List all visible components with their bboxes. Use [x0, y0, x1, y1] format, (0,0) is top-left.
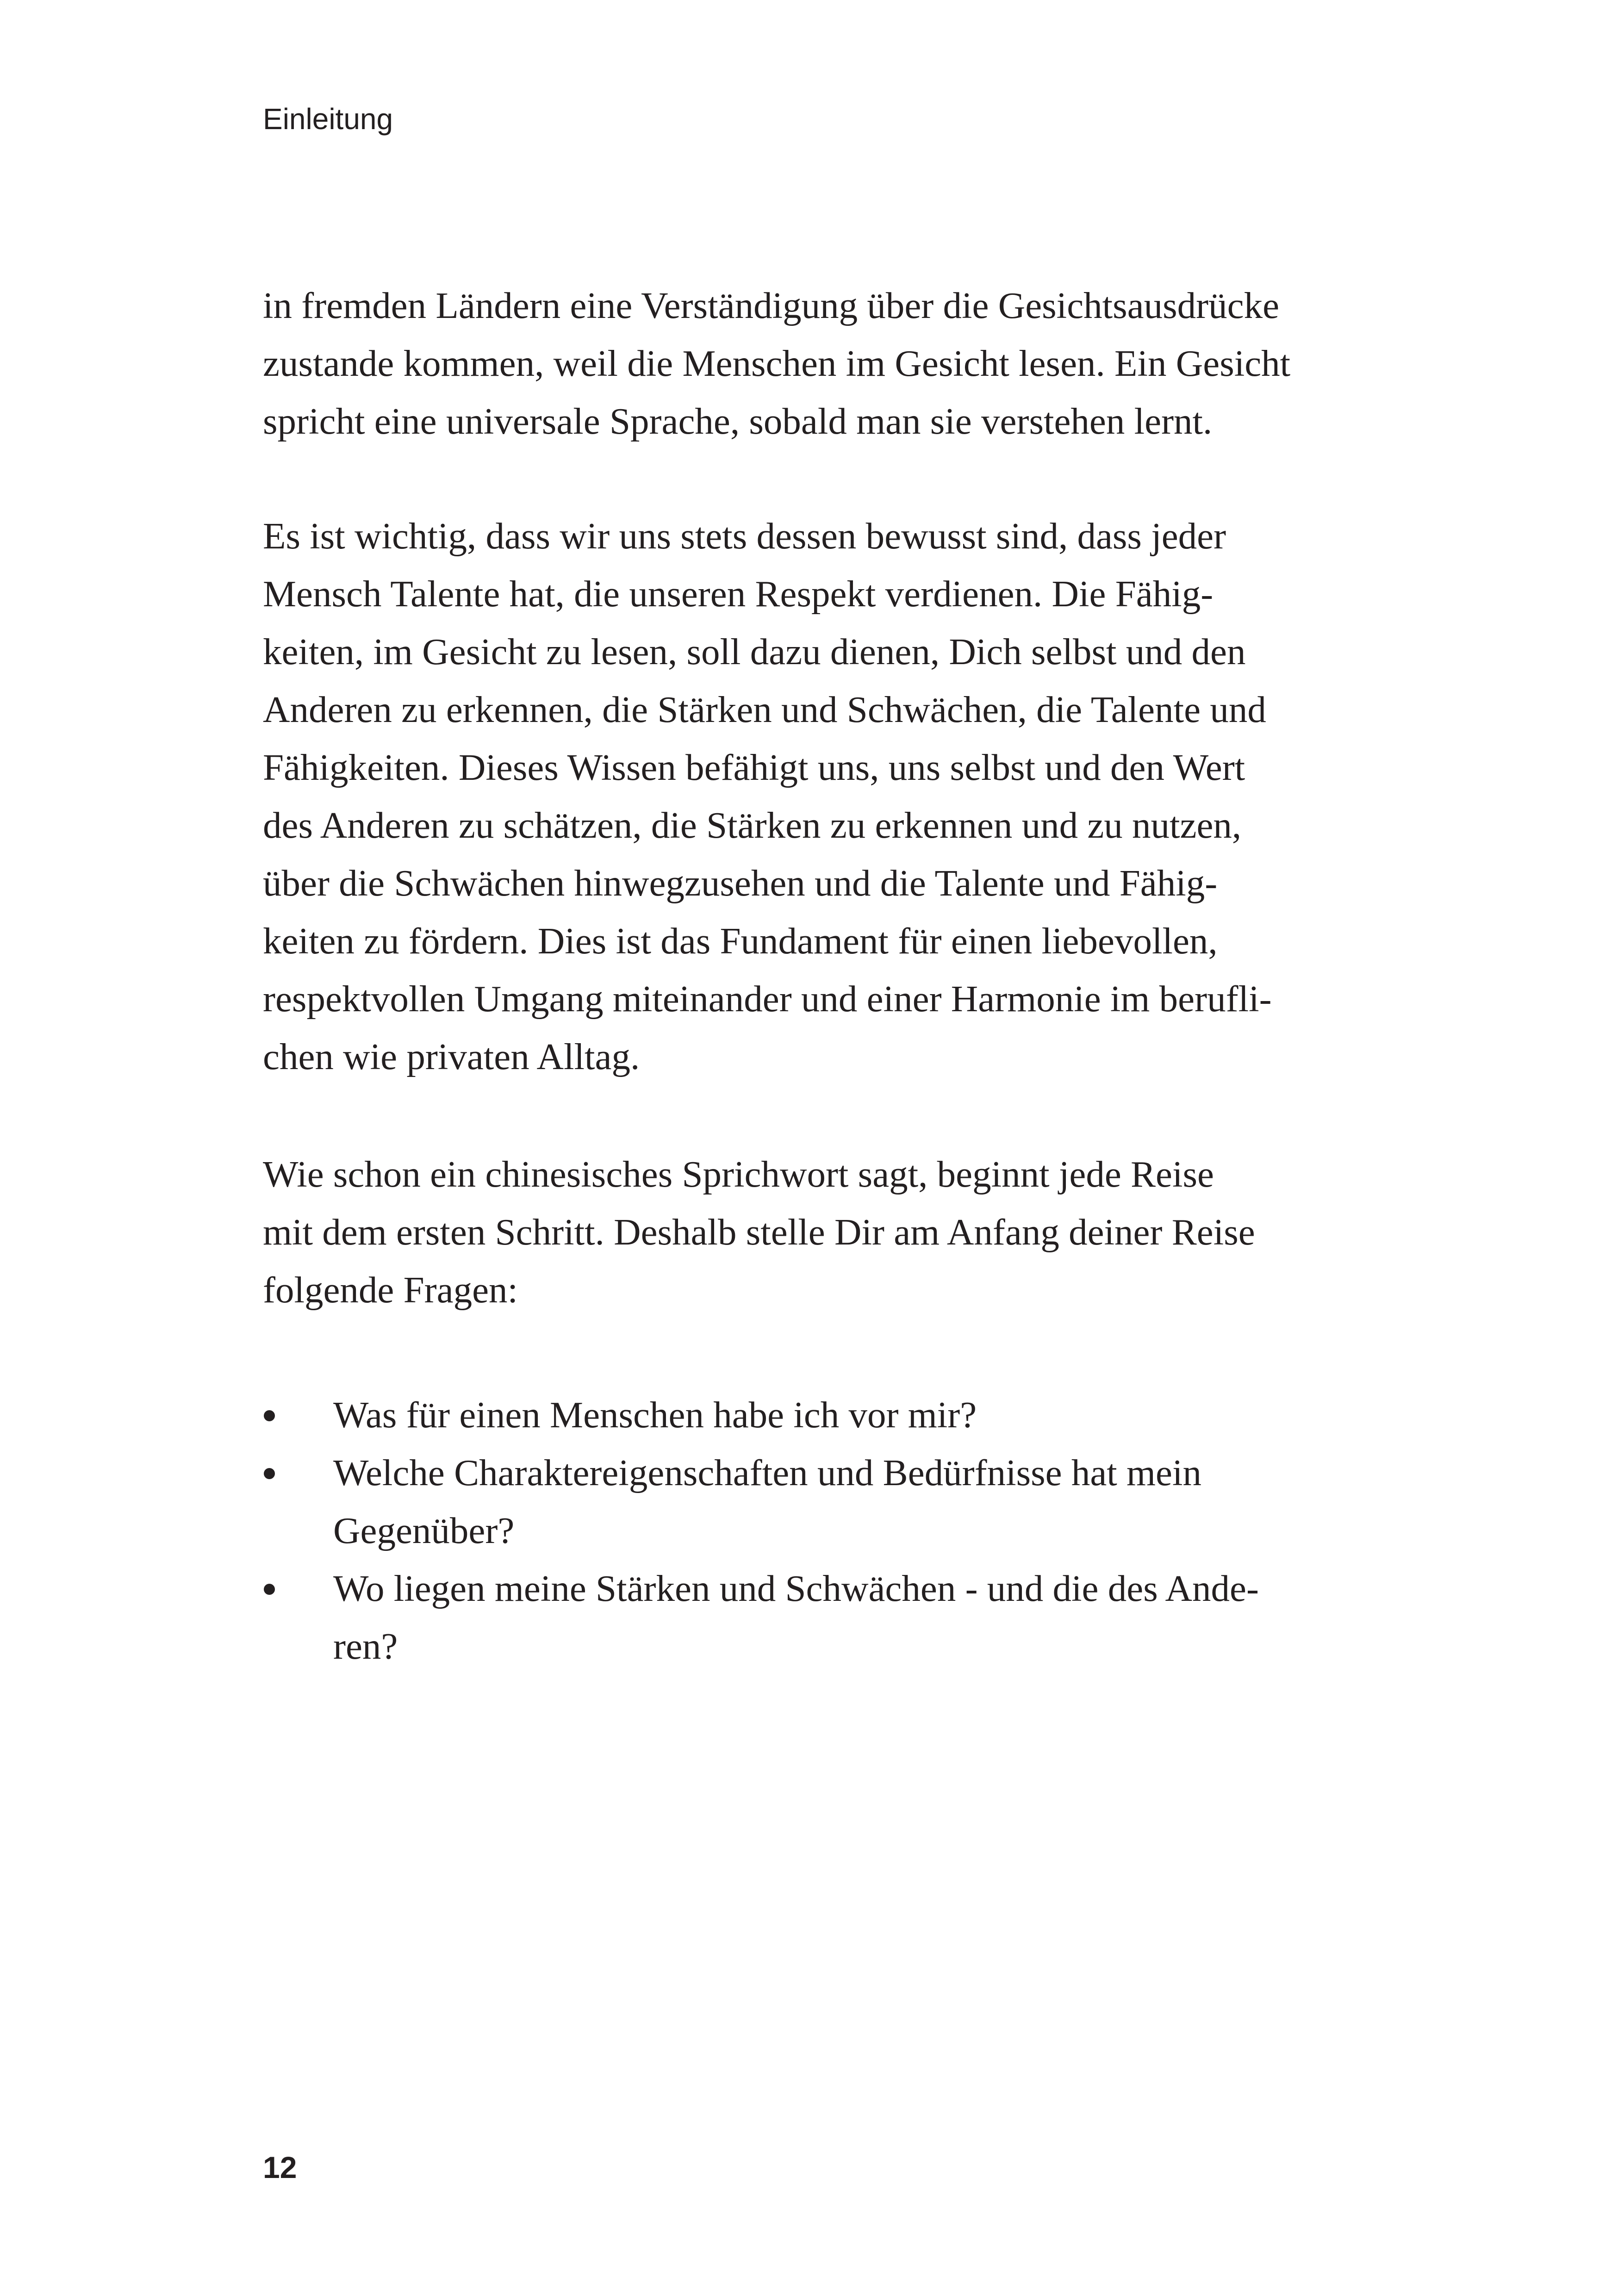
list-item-line: Welche Charaktereigenschaften und Bedürfnisse hat mein [333, 1452, 1202, 1493]
paragraph-line: des Anderen zu schätzen, die Stärken zu erkennen und zu nutzen, [263, 804, 1242, 846]
paragraph-line: respektvollen Umgang miteinander und einer Harmonie im berufli- [263, 978, 1272, 1020]
list-item [263, 1386, 1355, 1444]
list-item-line: Gegenüber? [333, 1510, 515, 1551]
paragraph-line: Es ist wichtig, dass wir uns stets dessen bewusst sind, dass jeder [263, 515, 1226, 557]
paragraph-line: keiten zu fördern. Dies ist das Fundament für einen liebevollen, [263, 920, 1218, 962]
question-list [263, 1386, 1355, 1675]
bullet-icon [264, 1584, 275, 1595]
paragraph-line: chen wie privaten Alltag. [263, 1036, 640, 1077]
paragraph-line: in fremden Ländern eine Verständigung über die Gesichtsausdrücke [263, 285, 1280, 326]
paragraph-2 [263, 507, 1355, 1086]
running-head: Einleitung [263, 102, 393, 136]
page-number: 12 [263, 2150, 297, 2184]
list-item [263, 1444, 1355, 1560]
paragraph-line: Anderen zu erkennen, die Stärken und Schwächen, die Talente und [263, 689, 1266, 730]
paragraph-line: über die Schwächen hinwegzusehen und die Talente und Fähig- [263, 862, 1218, 904]
bullet-icon [264, 1410, 275, 1421]
paragraph-line: keiten, im Gesicht zu lesen, soll dazu dienen, Dich selbst und den [263, 631, 1246, 672]
paragraph-3 [263, 1145, 1355, 1319]
bullet-icon [264, 1468, 275, 1479]
list-item-line: ren? [333, 1625, 398, 1667]
paragraph-line: Wie schon ein chinesisches Sprichwort sagt, beginnt jede Reise [263, 1153, 1214, 1195]
paragraph-line: spricht eine universale Sprache, sobald man sie verstehen lernt. [263, 400, 1213, 442]
paragraph-line: mit dem ersten Schritt. Deshalb stelle Dir am Anfang deiner Reise [263, 1211, 1255, 1253]
paragraph-line: folgende Fragen: [263, 1269, 518, 1311]
paragraph-line: zustande kommen, weil die Menschen im Gesicht lesen. Ein Gesicht [263, 342, 1291, 384]
paragraph-1 [263, 277, 1355, 450]
paragraph-line: Mensch Talente hat, die unseren Respekt verdienen. Die Fähig- [263, 573, 1214, 615]
list-item-line: Was für einen Menschen habe ich vor mir? [333, 1394, 977, 1436]
list-item-line: Wo liegen meine Stärken und Schwächen - und die des Ande- [333, 1568, 1259, 1609]
list-item [263, 1560, 1355, 1675]
paragraph-line: Fähigkeiten. Dieses Wissen befähigt uns, uns selbst und den Wert [263, 747, 1245, 788]
